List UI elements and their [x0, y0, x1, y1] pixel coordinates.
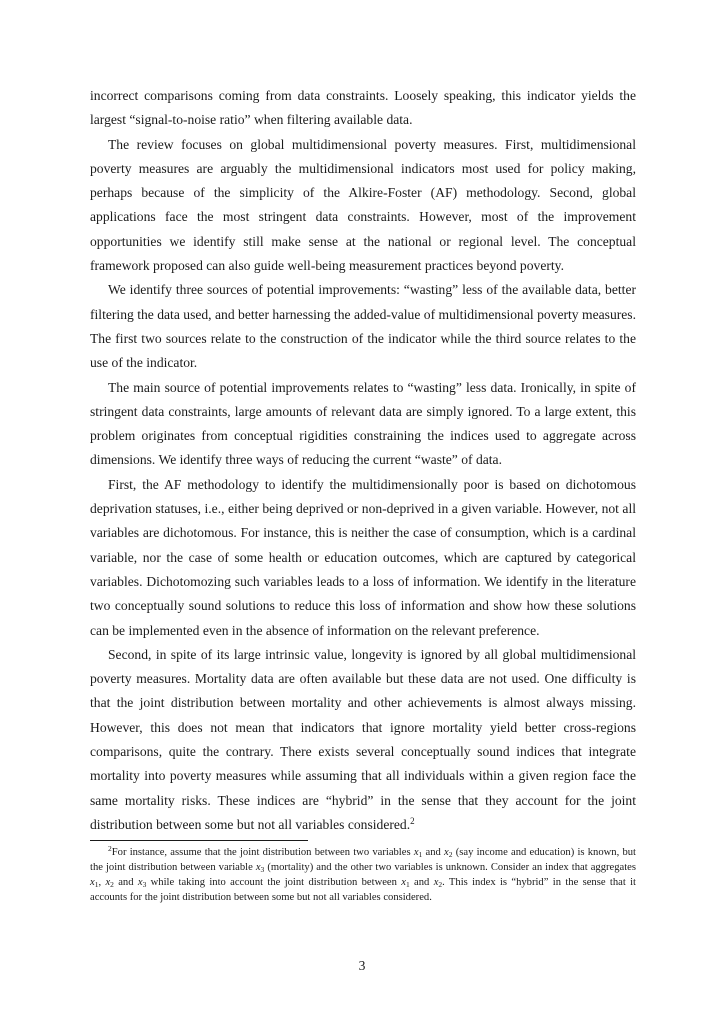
paragraph-6	[90, 643, 636, 837]
footnote-text-segment: . This index is “hybrid” in the sense that it accounts for the joint distribution between some but not all variables considered.	[90, 877, 636, 904]
paragraph-2: The review focuses on global multidimensional poverty measures. First, multidimensional poverty measures are arguably the multidimensional indicators most used for policy making, perhaps because of the simplicity of the Alkire-Foster (AF) methodology. Second, global applications face the most stringent data constraints. However, most of the improvement opportunities we identify still make sense at the national or regional level. The conceptual framework proposed can also guide well-being measurement practices beyond poverty.	[90, 136, 636, 274]
footnote-text-segment: ,	[98, 877, 106, 889]
footnote-reference[interactable]: 2	[410, 815, 415, 826]
paragraph-5: First, the AF methodology to identify the multidimensionally poor is based on dichotomous deprivation statuses, i.e., either being deprived or non-deprived in a given variable. However, not all variables are dichotomous. For instance, this is neither the case of consumption, which is a cardinal variable, nor the case of some health or education outcomes, which are captured by categorical variables. Dichotomozing such variables leads to a loss of information. We identify in the literature two conceptually sound solutions to reduce this loss of information and show how these solutions can be implemented even in the absence of information on the relevant preference.	[90, 476, 636, 638]
math-variable-x2: $x_2$	[105, 877, 114, 890]
math-variable-x3: $x_3$	[137, 877, 147, 890]
paragraph-4: The main source of potential improvements relates to “wasting” less data. Ironically, in spite of stringent data constraints, large amounts of relevant data are simply ignored. To a large extent, this problem originates from conceptual rigidities constraining the indices used to aggregate across dimensions. We identify three ways of reducing the current “waste” of data.	[90, 379, 636, 468]
footnote-text-segment: while taking into account the joint distribution between	[146, 877, 402, 889]
footnote-text-segment: and	[409, 877, 434, 889]
footnote-text-segment: and	[422, 847, 445, 859]
math-variable-x1: $x_1$	[413, 847, 423, 860]
page-number: 3	[358, 958, 366, 973]
paragraph-1: incorrect comparisons coming from data constraints. Loosely speaking, this indicator yields the largest “signal-to-noise ratio” when filtering available data.	[90, 88, 636, 128]
paragraph-3: We identify three sources of potential improvements: “wasting” less of the available data, better filtering the data used, and better harnessing the added-value of multidimensional poverty measures. The first two sources relate to the construction of the indicator while the third source relates to the use of the indicator.	[90, 282, 636, 371]
footnote-text-segment: For instance, assume that the joint distribution between two variables	[111, 847, 414, 859]
page-content	[90, 84, 636, 906]
footnote-marker: 2	[108, 844, 112, 854]
footnote-text-segment: and	[113, 877, 138, 889]
math-variable-x3: $x_3$	[255, 862, 265, 875]
math-variable-x1: $x_1$	[401, 877, 410, 890]
footnote-divider	[90, 840, 308, 841]
math-variable-x2: $x_2$	[444, 847, 453, 860]
footnote-text-segment: (mortality) and the other two variables is unknown. Consider an index that aggregates	[264, 862, 636, 874]
math-variable-x1: $x_1$	[90, 877, 99, 890]
math-variable-x2: $x_2$	[433, 877, 443, 890]
paragraph-6-text: Second, in spite of its large intrinsic value, longevity is ignored by all global multidimensional poverty measures. Mortality data are often available but these data are not used. One difficulty is that the joint distribution between mortality and other achievements is almost always missing. However, this does not mean that indicators that ignore mortality yield better cross-regions comparisons, quite the contrary. There exists several conceptually sound indices that integrate mortality into poverty measures while assuming that all individuals within a given region face the same mortality risks. These indices are “hybrid” in the sense that they account for the joint distribution between some but not all variables considered.	[90, 646, 636, 832]
footnote-text-segment: (say income and education) is known, but the joint distribution between variable	[90, 847, 636, 874]
footnote-2	[90, 845, 636, 905]
